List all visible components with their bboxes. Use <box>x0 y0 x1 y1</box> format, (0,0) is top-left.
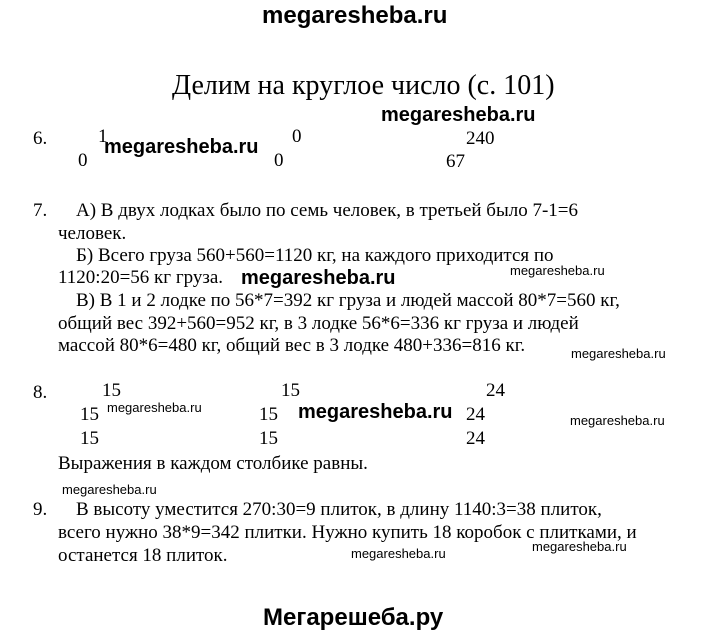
watermark: megaresheba.ru <box>298 401 453 423</box>
task-7-number: 7. <box>33 200 48 221</box>
task-7-line: В) В 1 и 2 лодке по 56*7=392 кг груза и людей массой 80*7=560 кг, <box>76 290 620 311</box>
task-7-line: массой 80*6=480 кг, общий вес в 3 лодке 480+336=816 кг. <box>58 335 526 356</box>
task-6-value: 1 <box>98 126 108 147</box>
task-8-value: 24 <box>486 380 505 401</box>
task-6-value: 0 <box>78 150 88 171</box>
watermark: megaresheba.ru <box>104 136 259 158</box>
watermark: megaresheba.ru <box>381 104 536 126</box>
watermark: megaresheba.ru <box>571 346 666 361</box>
task-6-number: 6. <box>33 128 48 149</box>
task-7-line: человек. <box>58 223 127 244</box>
watermark: megaresheba.ru <box>532 539 627 554</box>
task-8-value: 15 <box>259 428 278 449</box>
task-7-line: общий вес 392+560=952 кг, в 3 лодке 56*6=336 кг груза и людей <box>58 313 579 334</box>
page-title: Делим на круглое число (с. 101) <box>172 70 555 101</box>
task-8-value: 24 <box>466 428 485 449</box>
watermark: megaresheba.ru <box>62 482 157 497</box>
watermark: megaresheba.ru <box>351 546 446 561</box>
watermark: megaresheba.ru <box>107 400 202 415</box>
task-8-number: 8. <box>33 382 48 403</box>
task-6-value: 0 <box>274 150 284 171</box>
task-8-conclusion: Выражения в каждом столбике равны. <box>58 453 368 474</box>
task-9-line: останется 18 плиток. <box>58 545 228 566</box>
task-8-value: 15 <box>80 404 99 425</box>
task-7-line: А) В двух лодках было по семь человек, в третьей было 7-1=6 <box>76 200 579 221</box>
watermark: megaresheba.ru <box>241 267 396 289</box>
task-8-value: 15 <box>80 428 99 449</box>
task-6-value: 67 <box>446 151 465 172</box>
task-9-line: всего нужно 38*9=342 плитки. Нужно купить 18 коробок с плитками, и <box>58 522 637 543</box>
task-7-line: 1120:20=56 кг груза. <box>58 267 224 288</box>
watermark: megaresheba.ru <box>510 263 605 278</box>
footer-watermark: Мегарешеба.ру <box>263 604 444 631</box>
task-6-value: 0 <box>292 126 302 147</box>
header-watermark: megaresheba.ru <box>262 2 448 29</box>
task-9-number: 9. <box>33 499 48 520</box>
task-6-value: 240 <box>466 128 495 149</box>
task-8-value: 15 <box>281 380 300 401</box>
task-7-line: Б) Всего груза 560+560=1120 кг, на каждого приходится по <box>76 245 554 266</box>
task-8-value: 15 <box>102 380 121 401</box>
watermark: megaresheba.ru <box>570 413 665 428</box>
task-8-value: 15 <box>259 404 278 425</box>
task-9-line: В высоту уместится 270:30=9 плиток, в длину 1140:3=38 плиток, <box>76 499 602 520</box>
task-8-value: 24 <box>466 404 485 425</box>
